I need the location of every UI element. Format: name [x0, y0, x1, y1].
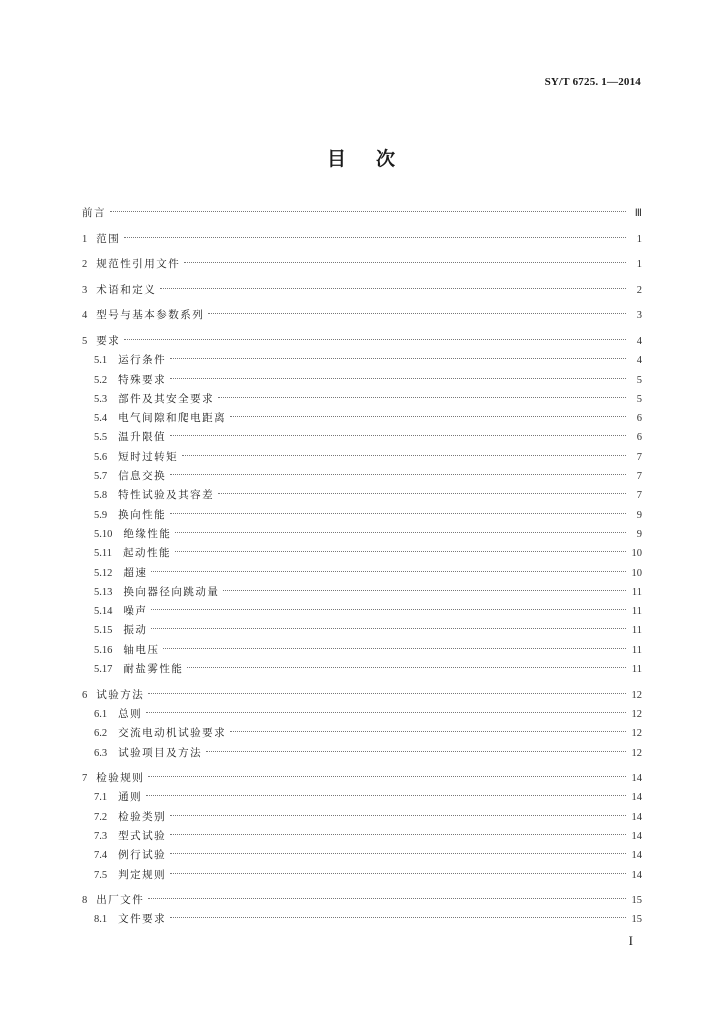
- toc-entry-number: 5.14: [94, 606, 113, 618]
- toc-entry[interactable]: [82, 846, 642, 865]
- toc-entry-number: 7.4: [94, 850, 108, 862]
- dot-leader: [124, 339, 626, 340]
- toc-entry-page: 11: [631, 606, 642, 618]
- toc-entry[interactable]: [82, 351, 642, 370]
- toc-entry-number: 5.4: [94, 413, 108, 425]
- dot-leader: [148, 776, 625, 777]
- toc-entry[interactable]: [82, 230, 642, 249]
- toc-entry[interactable]: [82, 641, 642, 660]
- toc-entry-label: 型式试验: [118, 829, 167, 842]
- toc-entry[interactable]: [82, 583, 642, 602]
- toc-entry-number: 4: [82, 310, 88, 322]
- toc-entry-page: 1: [636, 233, 642, 245]
- toc-entry-page: 14: [631, 773, 642, 785]
- toc-entry-label: 型号与基本参数系列: [96, 309, 205, 322]
- toc-entry-page: 6: [636, 413, 642, 425]
- toc-entry[interactable]: [82, 602, 642, 621]
- toc-entry-number: 5.3: [94, 393, 108, 405]
- toc-entry[interactable]: [82, 788, 642, 807]
- toc-entry[interactable]: [82, 910, 642, 929]
- toc-entry-number: 6.2: [94, 728, 108, 740]
- toc-entry-label: 特殊要求: [118, 373, 167, 386]
- toc-entry-label: 前言: [82, 207, 106, 219]
- toc-entry-number: 8: [82, 895, 88, 907]
- toc-entry-label: 范围: [96, 232, 121, 245]
- toc-entry-page: 11: [631, 586, 642, 598]
- dot-leader: [170, 358, 626, 359]
- toc-entry[interactable]: [82, 621, 642, 640]
- toc-entry-page: 3: [636, 310, 642, 322]
- toc-entry-number: 5.10: [94, 528, 113, 540]
- toc-entry[interactable]: [82, 281, 642, 300]
- toc-entry[interactable]: [82, 467, 642, 486]
- toc-entry-number: 5: [82, 335, 88, 347]
- toc-entry-label: 特性试验及其容差: [118, 489, 215, 502]
- toc-entry-label: 部件及其安全要求: [118, 392, 215, 405]
- toc-entry-label: 电气间隙和爬电距离: [118, 412, 227, 425]
- dot-leader: [208, 313, 626, 314]
- dot-leader: [175, 551, 626, 552]
- toc-entry-page: 2: [636, 284, 642, 296]
- toc-entry-page: 12: [631, 747, 642, 759]
- dot-leader: [230, 416, 626, 417]
- toc-entry[interactable]: [82, 332, 642, 351]
- toc-entry-page: 12: [631, 708, 642, 720]
- toc-entry-page: Ⅲ: [634, 208, 642, 219]
- toc-entry-number: 7.5: [94, 869, 108, 881]
- dot-leader: [110, 211, 626, 212]
- toc-entry[interactable]: [82, 827, 642, 846]
- dot-leader: [146, 795, 625, 796]
- toc-entry[interactable]: [82, 660, 642, 679]
- toc-entry-number: 6.1: [94, 708, 108, 720]
- toc-entry-number: 6.3: [94, 747, 108, 759]
- toc-entry-page: 14: [631, 869, 642, 881]
- toc-entry-label: 术语和定义: [96, 283, 157, 296]
- toc-entry-label: 耐盐雾性能: [123, 663, 184, 676]
- toc-entry-page: 7: [636, 451, 642, 463]
- toc-entry-number: 1: [82, 233, 88, 245]
- toc-entry-label: 换向性能: [118, 508, 167, 521]
- toc-entry-number: 7: [82, 773, 88, 785]
- toc-entry-number: 5.6: [94, 451, 108, 463]
- toc-entry-label: 振动: [123, 624, 148, 637]
- toc-entry-number: 5.9: [94, 509, 108, 521]
- toc-entry-label: 通则: [118, 791, 143, 804]
- toc-entry-page: 14: [631, 811, 642, 823]
- toc-entry-label: 要求: [96, 334, 121, 347]
- standard-code: SY/T 6725. 1—2014: [544, 76, 641, 88]
- toc-entry[interactable]: [82, 744, 642, 763]
- toc-entry[interactable]: [82, 705, 642, 724]
- toc-entry-page: 15: [631, 895, 642, 907]
- toc-entry[interactable]: [82, 866, 642, 885]
- toc-entry[interactable]: [82, 724, 642, 743]
- dot-leader: [148, 898, 625, 899]
- toc-entry-number: 2: [82, 259, 88, 271]
- dot-leader: [187, 667, 626, 668]
- toc-entry-number: 7.3: [94, 830, 108, 842]
- toc-entry-label: 试验方法: [96, 688, 145, 701]
- dot-leader: [184, 262, 626, 263]
- dot-leader: [230, 731, 625, 732]
- dot-leader: [170, 834, 625, 835]
- dot-leader: [182, 455, 626, 456]
- toc-entry-label: 信息交换: [118, 470, 167, 483]
- dot-leader: [170, 873, 625, 874]
- toc-entry-number: 5.8: [94, 490, 108, 502]
- toc-entry-page: 11: [631, 644, 642, 656]
- toc-entry-number: 5.16: [94, 644, 113, 656]
- toc-entry-page: 9: [636, 528, 642, 540]
- toc-entry-label: 例行试验: [118, 849, 167, 862]
- toc-entry[interactable]: [82, 306, 642, 325]
- toc-entry-label: 短时过转矩: [118, 450, 179, 463]
- toc-entry-number: 5.7: [94, 471, 108, 483]
- toc-entry-page: 11: [631, 664, 642, 676]
- toc-entry-page: 1: [636, 259, 642, 271]
- toc-entry-page: 6: [636, 432, 642, 444]
- dot-leader: [170, 917, 625, 918]
- toc-entry-page: 10: [631, 548, 642, 560]
- dot-leader: [163, 648, 626, 649]
- toc-entry-label: 文件要求: [118, 913, 167, 926]
- dot-leader: [160, 288, 626, 289]
- toc-entry-page: 9: [636, 509, 642, 521]
- toc-entry-page: 12: [631, 689, 642, 701]
- dot-leader: [218, 397, 626, 398]
- toc-entry-page: 5: [636, 393, 642, 405]
- dot-leader: [170, 815, 625, 816]
- toc-entry-page: 4: [636, 355, 642, 367]
- toc-entry[interactable]: [82, 204, 642, 223]
- dot-leader: [170, 435, 626, 436]
- toc-entry[interactable]: [82, 564, 642, 583]
- toc-entry-page: 14: [631, 850, 642, 862]
- toc-entry[interactable]: [82, 428, 642, 447]
- dot-leader: [151, 609, 626, 610]
- toc-entry-number: 3: [82, 284, 88, 296]
- dot-leader: [146, 712, 625, 713]
- toc-entry-label: 温升限值: [118, 431, 167, 444]
- table-of-contents: [82, 204, 642, 930]
- toc-entry[interactable]: [82, 371, 642, 390]
- toc-entry-page: 14: [631, 792, 642, 804]
- dot-leader: [223, 590, 626, 591]
- toc-entry[interactable]: [82, 769, 642, 788]
- toc-entry-label: 换向器径向跳动量: [123, 585, 220, 598]
- toc-entry-number: 5.2: [94, 374, 108, 386]
- toc-entry-number: 5.15: [94, 625, 113, 637]
- dot-leader: [170, 513, 626, 514]
- dot-leader: [170, 474, 626, 475]
- toc-entry-number: 8.1: [94, 914, 108, 926]
- toc-entry-label: 总则: [118, 707, 143, 720]
- dot-leader: [151, 628, 626, 629]
- toc-entry-number: 5.5: [94, 432, 108, 444]
- toc-entry-label: 噪声: [123, 605, 148, 618]
- toc-entry[interactable]: [82, 544, 642, 563]
- toc-entry-page: 7: [636, 490, 642, 502]
- toc-entry-label: 交流电动机试验要求: [118, 727, 227, 740]
- dot-leader: [124, 237, 626, 238]
- toc-entry[interactable]: [82, 409, 642, 428]
- dot-leader: [175, 532, 626, 533]
- toc-entry[interactable]: [82, 390, 642, 409]
- toc-entry-label: 试验项目及方法: [118, 746, 203, 759]
- toc-entry-page: 7: [636, 471, 642, 483]
- toc-entry-page: 11: [631, 625, 642, 637]
- dot-leader: [170, 378, 626, 379]
- toc-entry-number: 5.17: [94, 664, 113, 676]
- toc-entry-page: 10: [631, 567, 642, 579]
- toc-entry-label: 检验规则: [96, 772, 145, 785]
- page-number: I: [628, 933, 633, 948]
- page-title: [0, 144, 724, 171]
- toc-entry[interactable]: [82, 506, 642, 525]
- toc-entry-page: 15: [631, 914, 642, 926]
- toc-entry[interactable]: [82, 891, 642, 910]
- dot-leader: [148, 693, 625, 694]
- toc-entry[interactable]: [82, 525, 642, 544]
- toc-entry-label: 超速: [123, 566, 148, 579]
- toc-entry-label: 轴电压: [123, 643, 160, 656]
- toc-entry[interactable]: [82, 486, 642, 505]
- toc-entry-label: 起动性能: [123, 547, 171, 560]
- toc-entry-number: 6: [82, 689, 88, 701]
- toc-entry-number: 7.2: [94, 811, 108, 823]
- toc-entry-label: 运行条件: [118, 354, 167, 367]
- toc-entry-label: 规范性引用文件: [96, 258, 181, 271]
- toc-entry[interactable]: [82, 808, 642, 827]
- toc-entry-label: 检验类别: [118, 810, 167, 823]
- toc-entry[interactable]: [82, 448, 642, 467]
- toc-entry-number: 5.11: [94, 548, 112, 560]
- toc-entry-number: 7.1: [94, 792, 108, 804]
- toc-entry-page: 5: [636, 374, 642, 386]
- dot-leader: [151, 571, 625, 572]
- toc-entry-page: 12: [631, 728, 642, 740]
- dot-leader: [206, 751, 625, 752]
- toc-entry-page: 14: [631, 830, 642, 842]
- toc-entry-page: 4: [636, 335, 642, 347]
- title-char-right: 次: [376, 148, 398, 170]
- toc-entry[interactable]: [82, 255, 642, 274]
- toc-entry-label: 出厂文件: [96, 894, 145, 907]
- dot-leader: [218, 493, 626, 494]
- toc-entry-number: 5.1: [94, 355, 108, 367]
- title-char-left: 目: [326, 148, 348, 170]
- toc-entry-label: 判定规则: [118, 868, 167, 881]
- toc-entry-number: 5.12: [94, 567, 113, 579]
- dot-leader: [170, 853, 625, 854]
- toc-entry-label: 绝缘性能: [123, 527, 172, 540]
- toc-entry[interactable]: [82, 686, 642, 705]
- toc-entry-number: 5.13: [94, 586, 113, 598]
